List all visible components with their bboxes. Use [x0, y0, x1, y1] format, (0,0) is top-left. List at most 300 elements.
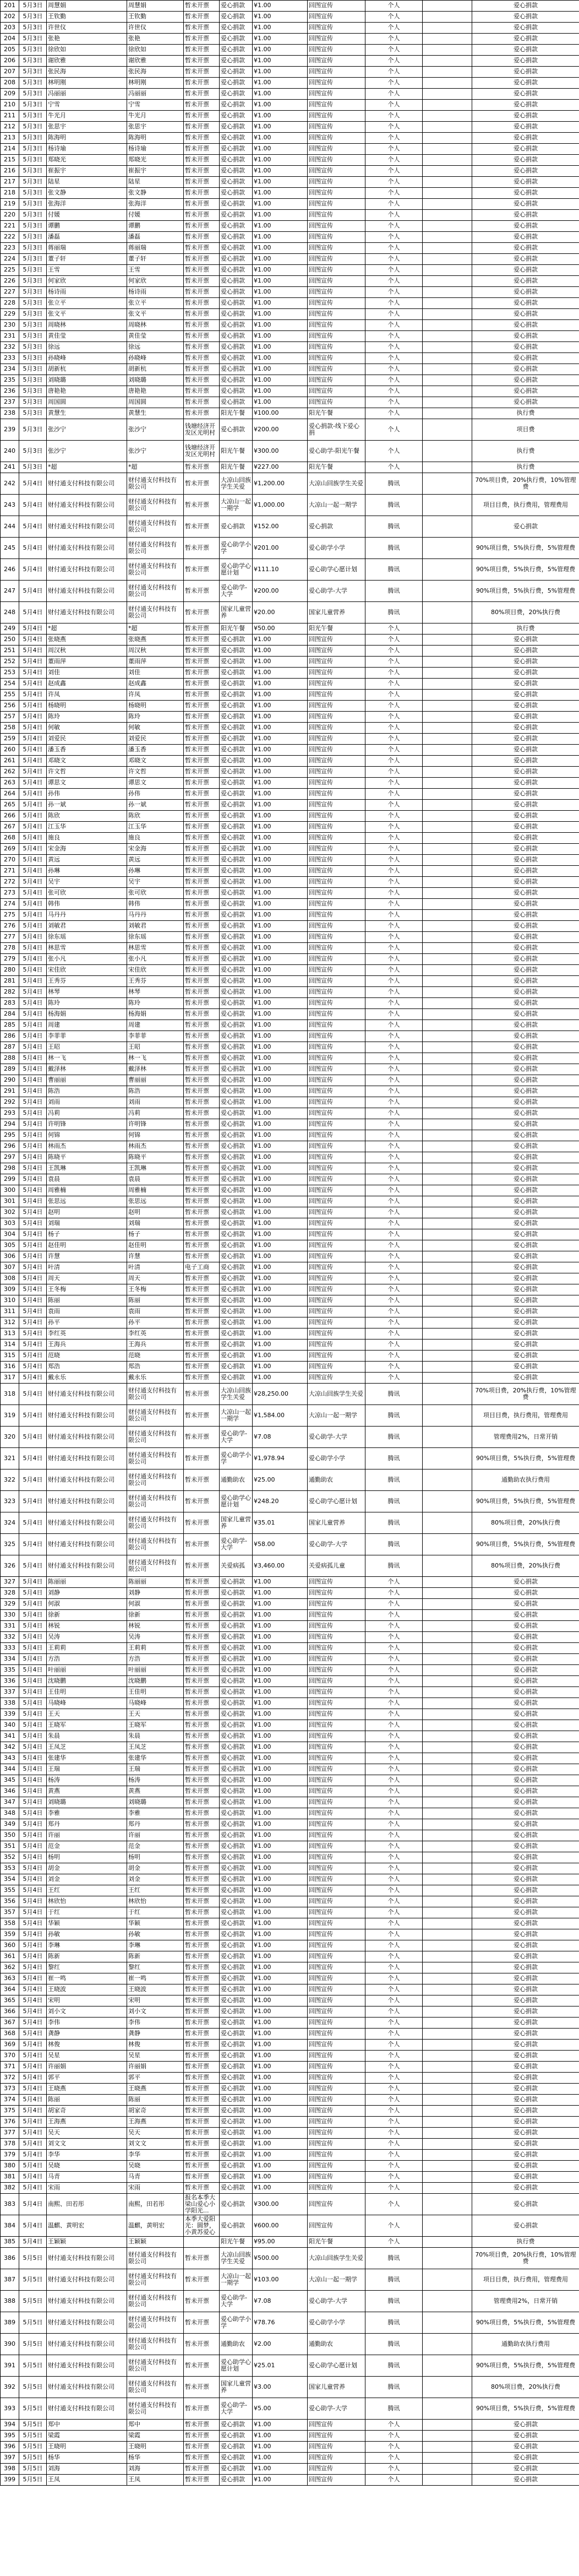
- fund-purpose: 90%项目费，5%执行费，5%管理费: [472, 2355, 579, 2377]
- row-date: 5月3日: [19, 353, 47, 364]
- invoice-status: 暂未开票: [184, 2464, 220, 2475]
- fund-purpose: 爱心捐款: [472, 199, 579, 210]
- donor-name: 财付通支付科技有限公司: [47, 473, 127, 495]
- row-date: 5月4日: [19, 538, 47, 559]
- row-date: 5月3日: [19, 320, 47, 331]
- row-date: 5月4日: [19, 1042, 47, 1053]
- donation-type: 爱心捐款: [220, 221, 253, 232]
- table-row: [1, 712, 579, 723]
- table-row: [1, 1654, 579, 1665]
- fee-note: [423, 2237, 472, 2248]
- donation-amount: ¥1,978.94: [253, 1448, 308, 1469]
- invoice-status: 暂未开票: [184, 1863, 220, 1874]
- fund-purpose: 爱心捐款: [472, 1621, 579, 1632]
- payer-type: 腾讯: [365, 1469, 423, 1491]
- donation-type: 爱心捐款: [220, 877, 253, 888]
- row-index: 248: [1, 602, 19, 623]
- fee-note: [423, 2029, 472, 2040]
- fee-note: [423, 745, 472, 756]
- row-date: 5月4日: [19, 1174, 47, 1185]
- donation-amount: ¥1.00: [253, 1, 308, 12]
- donation-amount: ¥1.00: [253, 1709, 308, 1720]
- invoice-status: 暂未开票: [184, 888, 220, 899]
- project-name: 回图宣传: [308, 397, 365, 408]
- invoice-status: 暂未开票: [184, 581, 220, 602]
- fund-purpose: 爱心捐款: [472, 1632, 579, 1643]
- row-index: 326: [1, 1555, 19, 1577]
- donation-type: 爱心捐款: [220, 375, 253, 386]
- donor-name: 林一飞: [47, 1053, 127, 1064]
- donor-name: 陈玲: [47, 998, 127, 1009]
- row-date: 5月4日: [19, 811, 47, 822]
- row-date: 5月3日: [19, 1, 47, 12]
- payer-type: 个人: [365, 1951, 423, 1962]
- row-index: 206: [1, 56, 19, 67]
- donation-amount: ¥1.00: [253, 2431, 308, 2442]
- fund-purpose: 爱心捐款: [472, 78, 579, 89]
- row-index: 232: [1, 342, 19, 353]
- payer-name: 财付通支付科技有限公司: [127, 2377, 184, 2398]
- donation-type: 大凉山一起一期学: [220, 495, 253, 516]
- invoice-status: 暂未开票: [184, 2291, 220, 2312]
- table-row: [1, 634, 579, 646]
- table-row: [1, 1108, 579, 1119]
- donation-amount: ¥1.00: [253, 2040, 308, 2051]
- table-row: [1, 2237, 579, 2248]
- table-row: [1, 287, 579, 298]
- project-name: 爱心助学-大学: [308, 1427, 365, 1448]
- invoice-status: 暂未开票: [184, 866, 220, 877]
- row-index: 351: [1, 1841, 19, 1852]
- payer-name: 王天: [127, 1709, 184, 1720]
- invoice-status: 暂未开票: [184, 276, 220, 287]
- fund-purpose: 爱心捐款: [472, 866, 579, 877]
- table-row: [1, 2051, 579, 2062]
- donor-name: 刘晓璐: [47, 375, 127, 386]
- payer-name: 黄慧生: [127, 408, 184, 419]
- donation-amount: ¥1.00: [253, 1775, 308, 1786]
- project-name: 回图宣传: [308, 789, 365, 800]
- donation-type: 爱心捐款: [220, 1951, 253, 1962]
- donor-name: 王海兵: [47, 1339, 127, 1351]
- row-index: 320: [1, 1427, 19, 1448]
- row-date: 5月3日: [19, 331, 47, 342]
- donation-type: 爱心捐款: [220, 1229, 253, 1240]
- table-row: [1, 1687, 579, 1698]
- donation-amount: ¥1.00: [253, 1097, 308, 1108]
- fund-purpose: 爱心捐款: [472, 1863, 579, 1874]
- donation-amount: ¥1.00: [253, 1698, 308, 1709]
- fee-note: [423, 1610, 472, 1621]
- fee-note: [423, 122, 472, 133]
- payer-type: 个人: [365, 1373, 423, 1384]
- table-row: [1, 1709, 579, 1720]
- donation-amount: ¥1.00: [253, 1351, 308, 1362]
- payer-name: 王晓燕: [127, 2084, 184, 2095]
- donation-type: 爱心捐款: [220, 1841, 253, 1852]
- donation-type: 爱心捐款: [220, 800, 253, 811]
- table-row: [1, 2442, 579, 2453]
- fund-purpose: 爱心捐款: [472, 943, 579, 954]
- project-name: 爱心助学心愿计划: [308, 1491, 365, 1512]
- donor-name: 邓晓文: [47, 756, 127, 767]
- table-row: [1, 1643, 579, 1654]
- donation-amount: ¥1.00: [253, 144, 308, 155]
- row-index: 239: [1, 419, 19, 441]
- payer-name: 许世仪: [127, 23, 184, 34]
- donation-type: 爱心捐款: [220, 232, 253, 243]
- fee-note: [423, 166, 472, 177]
- invoice-status: 暂未开票: [184, 998, 220, 1009]
- donation-type: 爱心捐款: [220, 1207, 253, 1218]
- project-name: 阳光午餐: [308, 623, 365, 634]
- invoice-status: 暂未开票: [184, 1229, 220, 1240]
- fee-note: [423, 1830, 472, 1841]
- donation-type: 爱心捐款: [220, 56, 253, 67]
- project-name: 回图宣传: [308, 634, 365, 646]
- row-date: 5月4日: [19, 1086, 47, 1097]
- payer-name: 王红: [127, 1885, 184, 1896]
- row-date: 5月4日: [19, 2095, 47, 2106]
- fee-note: [423, 1141, 472, 1152]
- fund-purpose: 爱心捐款: [472, 1852, 579, 1863]
- donation-amount: ¥1.00: [253, 188, 308, 199]
- payer-name: 马丹丹: [127, 910, 184, 921]
- payer-type: 个人: [365, 2475, 423, 2486]
- donation-amount: ¥1.00: [253, 2095, 308, 2106]
- donation-type: 爱心捐款: [220, 1973, 253, 1984]
- row-date: 5月4日: [19, 1491, 47, 1512]
- project-name: 回图宣传: [308, 1064, 365, 1075]
- project-name: 回图宣传: [308, 1764, 365, 1775]
- fund-purpose: 爱心捐款: [472, 265, 579, 276]
- donation-amount: ¥600.00: [253, 2215, 308, 2237]
- fee-note: [423, 811, 472, 822]
- table-row: [1, 921, 579, 932]
- payer-type: 个人: [365, 745, 423, 756]
- payer-type: 腾讯: [365, 1491, 423, 1512]
- row-index: 377: [1, 2128, 19, 2139]
- project-name: 回图宣传: [308, 800, 365, 811]
- fee-note: [423, 1720, 472, 1731]
- project-name: 回图宣传: [308, 1362, 365, 1373]
- payer-type: 个人: [365, 1984, 423, 1995]
- row-date: 5月4日: [19, 2117, 47, 2128]
- payer-type: 个人: [365, 1995, 423, 2006]
- donation-amount: ¥1.00: [253, 778, 308, 789]
- donation-type: 爱心捐款: [220, 1174, 253, 1185]
- payer-name: 杨华: [127, 2453, 184, 2464]
- donation-type: 爱心捐款: [220, 397, 253, 408]
- invoice-status: 暂未开票: [184, 210, 220, 221]
- invoice-status: 暂未开票: [184, 243, 220, 254]
- payer-name: 冯莉: [127, 1108, 184, 1119]
- donor-name: 财付通支付科技有限公司: [47, 538, 127, 559]
- row-index: 348: [1, 1808, 19, 1819]
- donation-type: 爱心捐款: [220, 210, 253, 221]
- invoice-status: 暂未开票: [184, 1240, 220, 1251]
- donation-amount: ¥1.00: [253, 375, 308, 386]
- project-name: 回图宣传: [308, 309, 365, 320]
- donation-amount: ¥1.00: [253, 386, 308, 397]
- invoice-status: 暂未开票: [184, 767, 220, 778]
- fee-note: [423, 243, 472, 254]
- table-row: [1, 254, 579, 265]
- row-index: 328: [1, 1588, 19, 1599]
- payer-name: 崔振宇: [127, 166, 184, 177]
- project-name: 回图宣传: [308, 2062, 365, 2073]
- invoice-status: 暂未开票: [184, 1742, 220, 1753]
- row-date: 5月4日: [19, 581, 47, 602]
- project-name: 回图宣传: [308, 1610, 365, 1621]
- row-date: 5月5日: [19, 2464, 47, 2475]
- row-date: 5月4日: [19, 1295, 47, 1306]
- fee-note: [423, 1841, 472, 1852]
- payer-name: 沈晓鹏: [127, 1676, 184, 1687]
- project-name: 通勤助农: [308, 2334, 365, 2355]
- donation-type: 阳光午餐: [220, 623, 253, 634]
- invoice-status: 暂未开票: [184, 2377, 220, 2398]
- fund-purpose: 爱心捐款: [472, 1075, 579, 1086]
- fee-note: [423, 1907, 472, 1918]
- donor-name: 刘佳: [47, 668, 127, 679]
- donor-name: 董雨萍: [47, 657, 127, 668]
- fund-purpose: 爱心捐款: [472, 811, 579, 822]
- fund-purpose: 执行费: [472, 623, 579, 634]
- row-date: 5月3日: [19, 155, 47, 166]
- row-index: 230: [1, 320, 19, 331]
- row-index: 397: [1, 2453, 19, 2464]
- donation-amount: ¥1.00: [253, 67, 308, 78]
- table-row: [1, 987, 579, 998]
- fund-purpose: 爱心捐款: [472, 2095, 579, 2106]
- payer-name: 财付通支付科技有限公司: [127, 516, 184, 538]
- project-name: 回图宣传: [308, 668, 365, 679]
- donor-name: 徐欣如: [47, 45, 127, 56]
- table-row: [1, 538, 579, 559]
- donation-type: 爱心捐款: [220, 1339, 253, 1351]
- payer-name: 财付通支付科技有限公司: [127, 602, 184, 623]
- donation-type: 爱心捐款: [220, 2106, 253, 2117]
- fund-purpose: 爱心捐款: [472, 1764, 579, 1775]
- donor-name: 马青: [47, 2172, 127, 2183]
- table-row: [1, 2018, 579, 2029]
- donor-name: 周国圆: [47, 397, 127, 408]
- project-name: 回图宣传: [308, 89, 365, 100]
- payer-name: 王钦勤: [127, 12, 184, 23]
- fund-purpose: 爱心捐款: [472, 516, 579, 538]
- donor-name: 林俊: [47, 2040, 127, 2051]
- fund-purpose: 80%项目费，20%执行费: [472, 602, 579, 623]
- row-index: 270: [1, 855, 19, 866]
- row-date: 5月4日: [19, 1698, 47, 1709]
- donor-name: 刘海: [47, 2464, 127, 2475]
- fee-note: [423, 932, 472, 943]
- fund-purpose: 爱心捐款: [472, 2084, 579, 2095]
- donor-name: 孙一斌: [47, 800, 127, 811]
- fund-purpose: 爱心捐款: [472, 1362, 579, 1373]
- invoice-status: 暂未开票: [184, 462, 220, 473]
- payer-type: 个人: [365, 811, 423, 822]
- invoice-status: 暂未开票: [184, 2248, 220, 2269]
- fee-note: [423, 2095, 472, 2106]
- invoice-status: 暂未开票: [184, 1196, 220, 1207]
- project-name: 回图宣传: [308, 1108, 365, 1119]
- project-name: 回图宣传: [308, 899, 365, 910]
- donation-amount: ¥1.00: [253, 1086, 308, 1097]
- fee-note: [423, 364, 472, 375]
- row-date: 5月4日: [19, 1819, 47, 1830]
- payer-name: 董子轩: [127, 254, 184, 265]
- donor-name: 杨海娟: [47, 1009, 127, 1020]
- payer-type: 个人: [365, 56, 423, 67]
- donation-amount: ¥2.00: [253, 2334, 308, 2355]
- fund-purpose: 爱心捐款: [472, 1698, 579, 1709]
- project-name: 回图宣传: [308, 1709, 365, 1720]
- project-name: 回图宣传: [308, 1086, 365, 1097]
- row-date: 5月3日: [19, 221, 47, 232]
- fund-purpose: 爱心捐款: [472, 2062, 579, 2073]
- fund-purpose: 爱心捐款: [472, 1929, 579, 1940]
- payer-type: 个人: [365, 23, 423, 34]
- fee-note: [423, 2084, 472, 2095]
- row-date: 5月4日: [19, 1405, 47, 1427]
- project-name: 回图宣传: [308, 331, 365, 342]
- donation-type: 爱心捐款: [220, 1984, 253, 1995]
- project-name: 回图宣传: [308, 1896, 365, 1907]
- fund-purpose: 爱心捐款: [472, 1973, 579, 1984]
- donation-amount: ¥1.00: [253, 1196, 308, 1207]
- donation-type: 爱心捐款: [220, 2194, 253, 2215]
- invoice-status: 暂未开票: [184, 2312, 220, 2334]
- row-index: 383: [1, 2194, 19, 2215]
- invoice-status: 暂未开票: [184, 1577, 220, 1588]
- row-index: 269: [1, 844, 19, 855]
- row-date: 5月4日: [19, 1577, 47, 1588]
- donation-type: 爱心捐款: [220, 634, 253, 646]
- invoice-status: 本季大爱阳光：圆梦，小黄苏爱心: [184, 2215, 220, 2237]
- row-index: 300: [1, 1185, 19, 1196]
- row-index: 399: [1, 2475, 19, 2486]
- row-index: 321: [1, 1448, 19, 1469]
- table-row: [1, 1819, 579, 1830]
- table-row: [1, 309, 579, 320]
- row-date: 5月4日: [19, 1555, 47, 1577]
- invoice-status: 暂未开票: [184, 712, 220, 723]
- row-index: 389: [1, 2312, 19, 2334]
- table-row: [1, 353, 579, 364]
- invoice-status: 暂未开票: [184, 734, 220, 745]
- fund-purpose: 爱心捐款: [472, 1918, 579, 1929]
- table-row: [1, 1555, 579, 1577]
- donation-amount: ¥50.00: [253, 623, 308, 634]
- invoice-status: 暂未开票: [184, 789, 220, 800]
- row-date: 5月4日: [19, 1764, 47, 1775]
- project-name: 回图宣传: [308, 111, 365, 122]
- fund-purpose: 90%项目费，5%执行费，5%管理费: [472, 1448, 579, 1469]
- payer-name: 财付通支付科技有限公司: [127, 559, 184, 581]
- project-name: 回图宣传: [308, 1251, 365, 1262]
- table-row: [1, 954, 579, 965]
- row-index: 382: [1, 2183, 19, 2194]
- fund-purpose: 爱心捐款: [472, 2040, 579, 2051]
- donation-type: 爱心捐款: [220, 1962, 253, 1973]
- donation-amount: ¥1.00: [253, 1295, 308, 1306]
- table-row: [1, 1665, 579, 1676]
- payer-type: 腾讯: [365, 538, 423, 559]
- row-index: 358: [1, 1918, 19, 1929]
- fee-note: [423, 987, 472, 998]
- payer-name: 董雨萍: [127, 657, 184, 668]
- donation-type: 爱心捐款: [220, 987, 253, 998]
- payer-type: 个人: [365, 1786, 423, 1797]
- fund-purpose: 项目目费，执行费用，管理费用: [472, 1405, 579, 1427]
- table-row: [1, 1384, 579, 1405]
- fee-note: [423, 177, 472, 188]
- row-date: 5月3日: [19, 133, 47, 144]
- payer-type: 个人: [365, 1339, 423, 1351]
- row-date: 5月4日: [19, 1031, 47, 1042]
- row-date: 5月3日: [19, 177, 47, 188]
- fee-note: [423, 1742, 472, 1753]
- payer-name: 张艳: [127, 34, 184, 45]
- fund-purpose: 爱心捐款: [472, 1351, 579, 1362]
- invoice-status: 暂未开票: [184, 1273, 220, 1284]
- fund-purpose: 爱心捐款: [472, 822, 579, 833]
- donor-name: 潘玉香: [47, 745, 127, 756]
- row-index: 202: [1, 12, 19, 23]
- invoice-status: 暂未开票: [184, 298, 220, 309]
- row-index: 369: [1, 2040, 19, 2051]
- invoice-status: 暂未开票: [184, 188, 220, 199]
- payer-name: 财付通支付科技有限公司: [127, 581, 184, 602]
- row-index: 237: [1, 397, 19, 408]
- invoice-status: 暂未开票: [184, 1841, 220, 1852]
- payer-type: 个人: [365, 1819, 423, 1830]
- donor-name: 戴泽林: [47, 1064, 127, 1075]
- payer-name: 朱晨: [127, 1731, 184, 1742]
- payer-type: 个人: [365, 320, 423, 331]
- row-date: 5月4日: [19, 1830, 47, 1841]
- payer-type: 腾讯: [365, 2334, 423, 2355]
- fee-note: [423, 2150, 472, 2161]
- donation-amount: ¥1.00: [253, 1174, 308, 1185]
- row-date: 5月4日: [19, 1753, 47, 1764]
- payer-type: 腾讯: [365, 1555, 423, 1577]
- payer-name: 方浩: [127, 1654, 184, 1665]
- payer-type: 腾讯: [365, 602, 423, 623]
- payer-type: 个人: [365, 1918, 423, 1929]
- payer-name: 林欣怡: [127, 1896, 184, 1907]
- donation-type: 爱心捐款: [220, 516, 253, 538]
- invoice-status: 暂未开票: [184, 1709, 220, 1720]
- table-row: [1, 559, 579, 581]
- invoice-status: 暂未开票: [184, 1874, 220, 1885]
- project-name: 回图宣传: [308, 712, 365, 723]
- payer-type: 个人: [365, 1218, 423, 1229]
- table-row: [1, 1196, 579, 1207]
- fee-note: [423, 1196, 472, 1207]
- fee-note: [423, 723, 472, 734]
- row-date: 5月4日: [19, 976, 47, 987]
- payer-name: 赵成鑫: [127, 679, 184, 690]
- fund-purpose: 爱心捐款: [472, 2150, 579, 2161]
- invoice-status: 暂未开票: [184, 538, 220, 559]
- donation-amount: ¥1.00: [253, 734, 308, 745]
- fund-purpose: 爱心捐款: [472, 921, 579, 932]
- donor-name: 孙琳: [47, 866, 127, 877]
- donation-type: 爱心捐款: [220, 320, 253, 331]
